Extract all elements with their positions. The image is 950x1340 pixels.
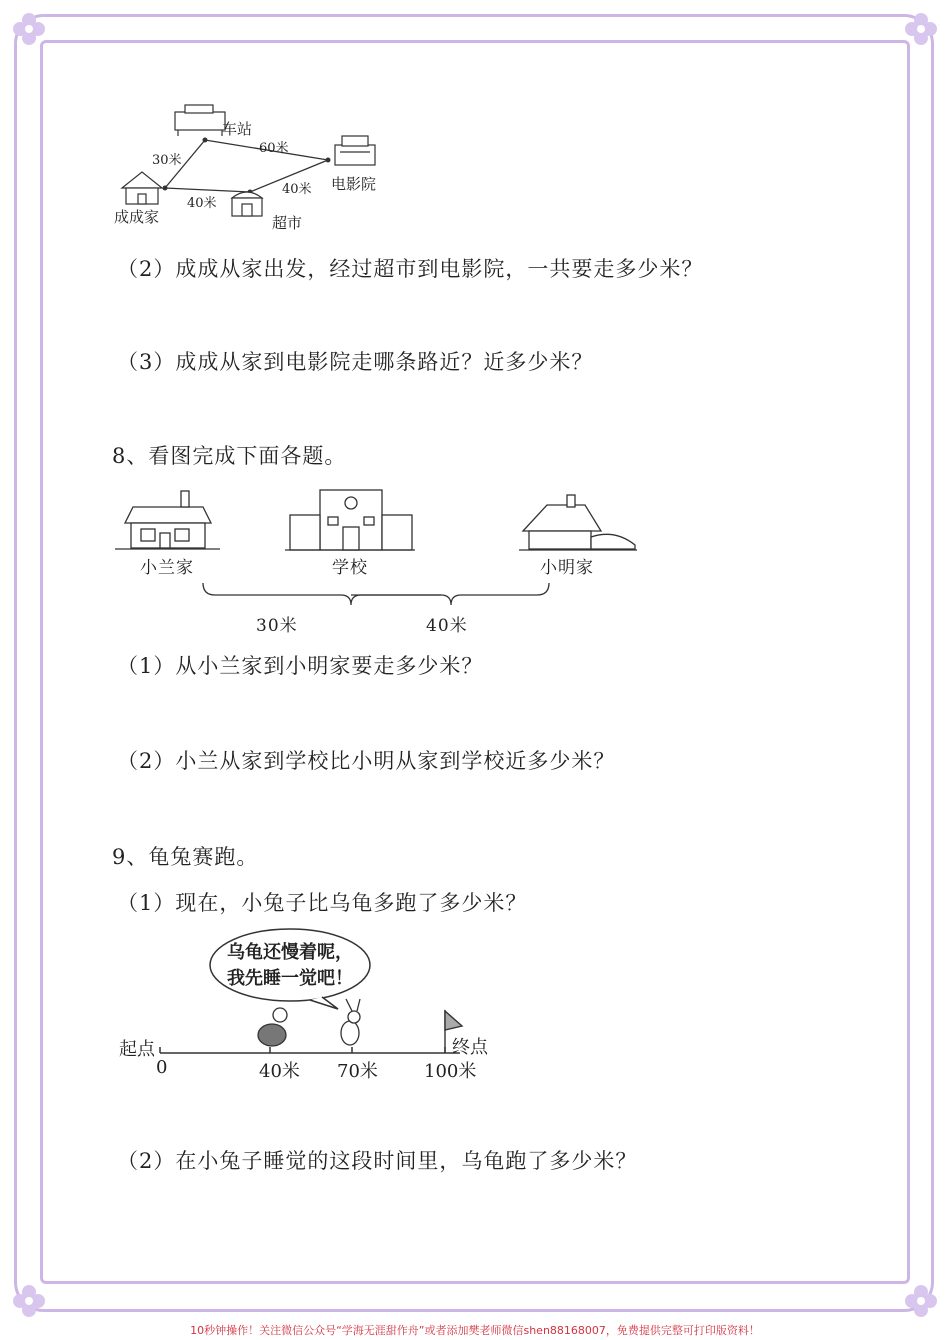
rabbit-icon (341, 999, 360, 1045)
label-cinema: 电影院 (331, 175, 377, 193)
tick-70: 70米 (337, 1061, 378, 1082)
q8-part2: （2）小兰从家到学校比小明从家到学校近多少米？ (117, 749, 616, 773)
label-market: 超市 (272, 214, 303, 232)
footer-note: 10秒钟操作！关注微信公众号“学海无涯甜作舟”或者添加樊老师微信shen88168007，免费提供完整可打印版资料！ (190, 1324, 760, 1337)
tick-100: 100米 (424, 1061, 477, 1082)
tick-0: 0 (156, 1057, 168, 1078)
distance-station-cinema: 60米 (259, 141, 289, 156)
distance-home-station: 30米 (152, 153, 182, 168)
station-icon (175, 105, 225, 136)
q8-title: 8、看图完成下面各题。 (112, 444, 347, 468)
bubble-text (220, 940, 360, 992)
distance-market-cinema: 40米 (282, 182, 312, 197)
flower-icon (12, 1284, 46, 1318)
tick-40: 40米 (259, 1061, 300, 1082)
house-icon (115, 491, 220, 549)
school-icon (285, 490, 415, 550)
distance-home-market: 40米 (187, 196, 217, 211)
school-route-diagram (115, 485, 645, 615)
place-xiaolan-home: 小兰家 (140, 558, 194, 578)
supermarket-icon (232, 192, 262, 216)
q7-part2: （2）成成从家出发，经过超市到电影院，一共要走多少米？ (117, 257, 704, 281)
distance-left: 30米 (256, 616, 298, 636)
distance-right: 40米 (426, 616, 468, 636)
q7-part3: （3）成成从家到电影院走哪条路近？近多少米？ (117, 350, 594, 374)
flower-icon (904, 12, 938, 46)
cinema-icon (335, 136, 375, 165)
house-icon (122, 172, 162, 204)
bubble-line-1: 乌龟还慢着呢， (227, 942, 353, 963)
label-home: 成成家 (114, 208, 160, 226)
start-label: 起点 (119, 1039, 155, 1060)
flower-icon (904, 1284, 938, 1318)
place-xiaoming-home: 小明家 (540, 558, 594, 578)
bubble-line-2: 我先睡一觉吧！ (227, 968, 353, 989)
tortoise-icon (258, 1008, 287, 1046)
q9-part1: （1）现在，小兔子比乌龟多跑了多少米？ (117, 891, 528, 915)
q9-part2: （2）在小兔子睡觉的这段时间里，乌龟跑了多少米？ (117, 1149, 638, 1173)
flower-icon (12, 12, 46, 46)
q8-part1: （1）从小兰家到小明家要走多少米？ (117, 654, 484, 678)
place-school: 学校 (332, 558, 368, 578)
label-station: 车站 (222, 120, 253, 138)
finish-label: 终点 (452, 1037, 488, 1058)
q9-title: 9、龟兔赛跑。 (112, 845, 259, 869)
house-icon (519, 495, 637, 550)
